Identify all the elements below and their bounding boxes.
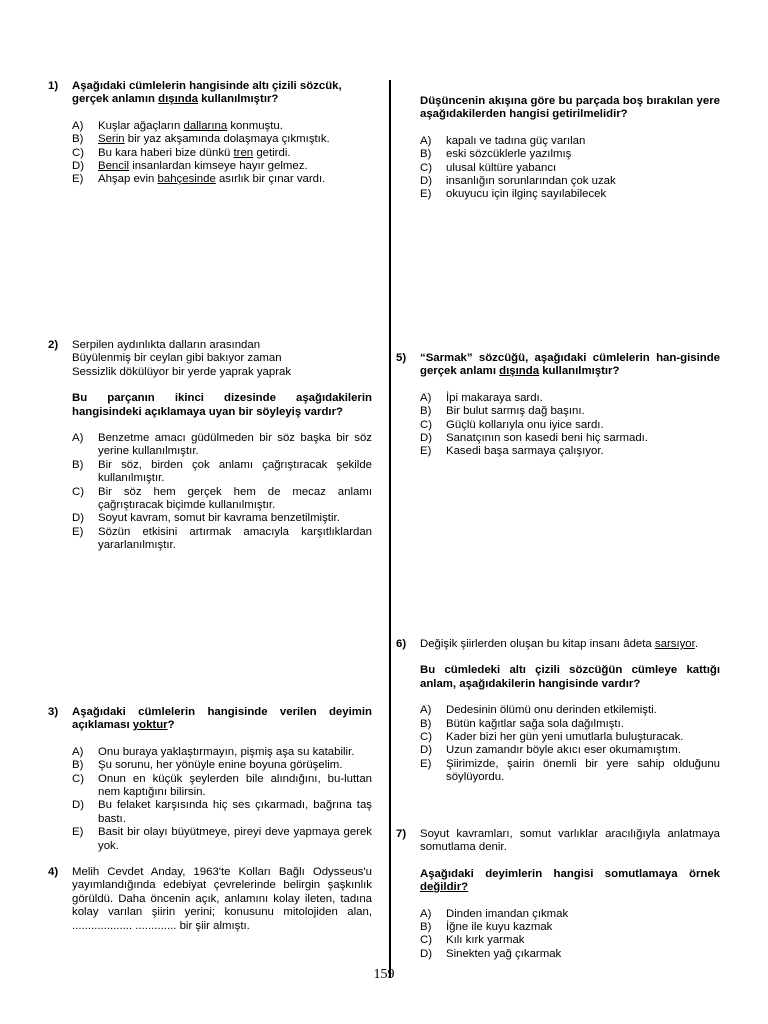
option-c[interactable]: C) ulusal kültüre yabancı	[420, 161, 557, 174]
question-number: 7)	[396, 828, 407, 840]
option-a[interactable]: A) Dedesinin ölümü onu derinden etkilemişti.	[420, 704, 657, 717]
options-list	[420, 908, 720, 962]
question-7	[396, 828, 720, 961]
question-6	[396, 638, 720, 785]
option-e[interactable]: E) Kasedi başa sarmaya çalışıyor.	[420, 445, 604, 458]
question-number: 1)	[48, 80, 59, 92]
question-stem: Bu cümledeki altı çizili sözcüğün cümleye kattığı anlam, aşağıdakilerin hangisinde vardır?	[420, 664, 720, 690]
question-5	[396, 352, 720, 459]
options-list	[72, 120, 372, 187]
question-stem: Aşağıdaki deyimlerin hangisi somutlamaya örnek değildir?	[420, 867, 720, 894]
option-e[interactable]: E) Basit bir olayı büyütmeye, pireyi deve yapmaya gerek yok.	[72, 826, 372, 852]
options-list	[420, 135, 720, 202]
question-stem: Aşağıdaki cümlelerin hangisinde altı çizili sözcük, gerçek anlamın dışında kullanılmıştır?	[72, 80, 342, 106]
page-number: 159	[373, 967, 395, 982]
question-stem: Düşüncenin akışına göre bu parçada boş bırakılan yere aşağıdakilerden hangisi getirilmelidir?	[420, 95, 720, 121]
option-d[interactable]: D) Uzun zamandır böyle akıcı eser okumamıştım.	[420, 744, 681, 757]
poem-line: Sessizlik dökülüyor bir yerde yaprak yaprak	[72, 365, 292, 378]
question-2	[48, 339, 372, 553]
poem	[72, 339, 372, 379]
question-number: 5)	[396, 352, 407, 364]
options-list	[72, 432, 372, 553]
question-number: 3)	[48, 706, 59, 718]
question-number: 6)	[396, 638, 407, 650]
option-b[interactable]: B) Bir söz, birden çok anlamı çağrıştıracak şekilde kullanılmıştır.	[72, 458, 372, 485]
poem-line: Serpilen aydınlıkta dalların arasından	[72, 339, 261, 351]
option-d[interactable]: D) Bencil insanlardan kimseye hayır gelmez.	[72, 160, 308, 173]
option-d[interactable]: D) Sanatçının son kasedi beni hiç sarmadı.	[420, 432, 648, 445]
option-a[interactable]: A) Dinden imandan çıkmak	[420, 907, 569, 920]
option-a[interactable]: A) İpi makaraya sardı.	[420, 391, 543, 404]
option-d[interactable]: D) insanlığın sorunlarından çok uzak	[420, 175, 616, 188]
option-e[interactable]: E) Sözün etkisini artırmak amacıyla karşıtlıklardan yararlanılmıştır.	[72, 525, 372, 552]
options-list	[420, 392, 720, 459]
options-list	[72, 746, 372, 853]
option-c[interactable]: C) Kader bizi her gün yeni umutlarla buluşturacak.	[420, 731, 684, 744]
passage: Değişik şiirlerden oluşan bu kitap insanı âdeta sarsıyor.	[420, 638, 698, 650]
option-c[interactable]: C) Güçlü kollarıyla onu iyice sardı.	[420, 418, 604, 431]
column-divider	[389, 80, 391, 978]
option-d[interactable]: D) Bu felaket karşısında hiç ses çıkarmadı, bağrına taş bastı.	[72, 799, 372, 825]
option-a[interactable]: A) Kuşlar ağaçların dallarına konmuştu.	[72, 119, 283, 132]
option-b[interactable]: B) İğne ile kuyu kazmak	[420, 921, 553, 934]
option-e[interactable]: E) Ahşap evin bahçesinde asırlık bir çınar vardı.	[72, 173, 326, 186]
question-stem: “Sarmak” sözcüğü, aşağıdaki cümlelerin han-gisinde gerçek anlamı dışında kullanılmıştır?	[420, 352, 720, 378]
option-b[interactable]: B) eski sözcüklerle yazılmış	[420, 148, 572, 161]
option-b[interactable]: B) Serin bir yaz akşamında dolaşmaya çıkmıştık.	[72, 133, 330, 146]
option-b[interactable]: B) Bir bulut sarmış dağ başını.	[420, 405, 585, 418]
question-stem: Bu parçanın ikinci dizesinde aşağıdakilerin hangisindeki açıklamaya uyan bir söyleyiş vardır?	[72, 392, 372, 418]
option-e[interactable]: E) Şiirimizde, şairin önemli bir yere sahip olduğunu söylüyordu.	[420, 757, 720, 784]
option-c[interactable]: C) Kılı kırk yarmak	[420, 934, 525, 947]
option-d[interactable]: D) Sinekten yağ çıkarmak	[420, 947, 562, 960]
question-4-continuation	[420, 95, 720, 202]
poem-line: Büyülenmiş bir ceylan gibi bakıyor zaman	[72, 352, 282, 365]
question-4-passage	[48, 866, 372, 933]
question-1	[48, 80, 372, 187]
option-d[interactable]: D) Soyut kavram, somut bir kavrama benzetilmiştir.	[72, 512, 340, 525]
passage: Melih Cevdet Anday, 1963'te Kolları Bağlı Odysseus'u yayımlandığında edebiyat çevrelerinde belirgin şaşkınlık görüldü. Daha öncenin açık, anlamını kolay ileten, tadına kolay varılan şiirin yerini; konusunu mitolojiden alan, ................... ............. bir şiir almıştı.	[72, 866, 372, 932]
option-a[interactable]: A) kapalı ve tadına güç varılan	[420, 134, 586, 147]
option-c[interactable]: C) Onun en küçük şeylerden bile alındığını, bu-luttan nem kaptığını bilirsin.	[72, 772, 372, 799]
option-a[interactable]: A) Benzetme amacı güdülmeden bir söz başka bir söz yerine kullanılmıştır.	[72, 432, 372, 458]
option-c[interactable]: C) Bu kara haberi bize dünkü tren getirdi.	[72, 146, 291, 159]
passage: Soyut kavramları, somut varlıklar aracılığıyla anlatmaya somutlama denir.	[420, 828, 720, 854]
question-number: 2)	[48, 339, 59, 351]
option-e[interactable]: E) okuyucu için ilginç sayılabilecek	[420, 188, 607, 201]
option-c[interactable]: C) Bir söz hem gerçek hem de mecaz anlamı çağrıştıracak biçimde kullanılmıştır.	[72, 485, 372, 512]
option-b[interactable]: B) Bütün kağıtlar sağa sola dağılmıştı.	[420, 717, 624, 730]
option-a[interactable]: A) Onu buraya yaklaştırmayın, pişmiş aşa su katabilir.	[72, 745, 355, 758]
question-number: 4)	[48, 866, 59, 878]
question-3	[48, 706, 372, 853]
question-stem: Aşağıdaki cümlelerin hangisinde verilen deyimin açıklaması yoktur?	[72, 706, 372, 732]
option-b[interactable]: B) Şu sorunu, her yönüyle enine boyuna görüşelim.	[72, 759, 343, 772]
options-list	[420, 704, 720, 784]
